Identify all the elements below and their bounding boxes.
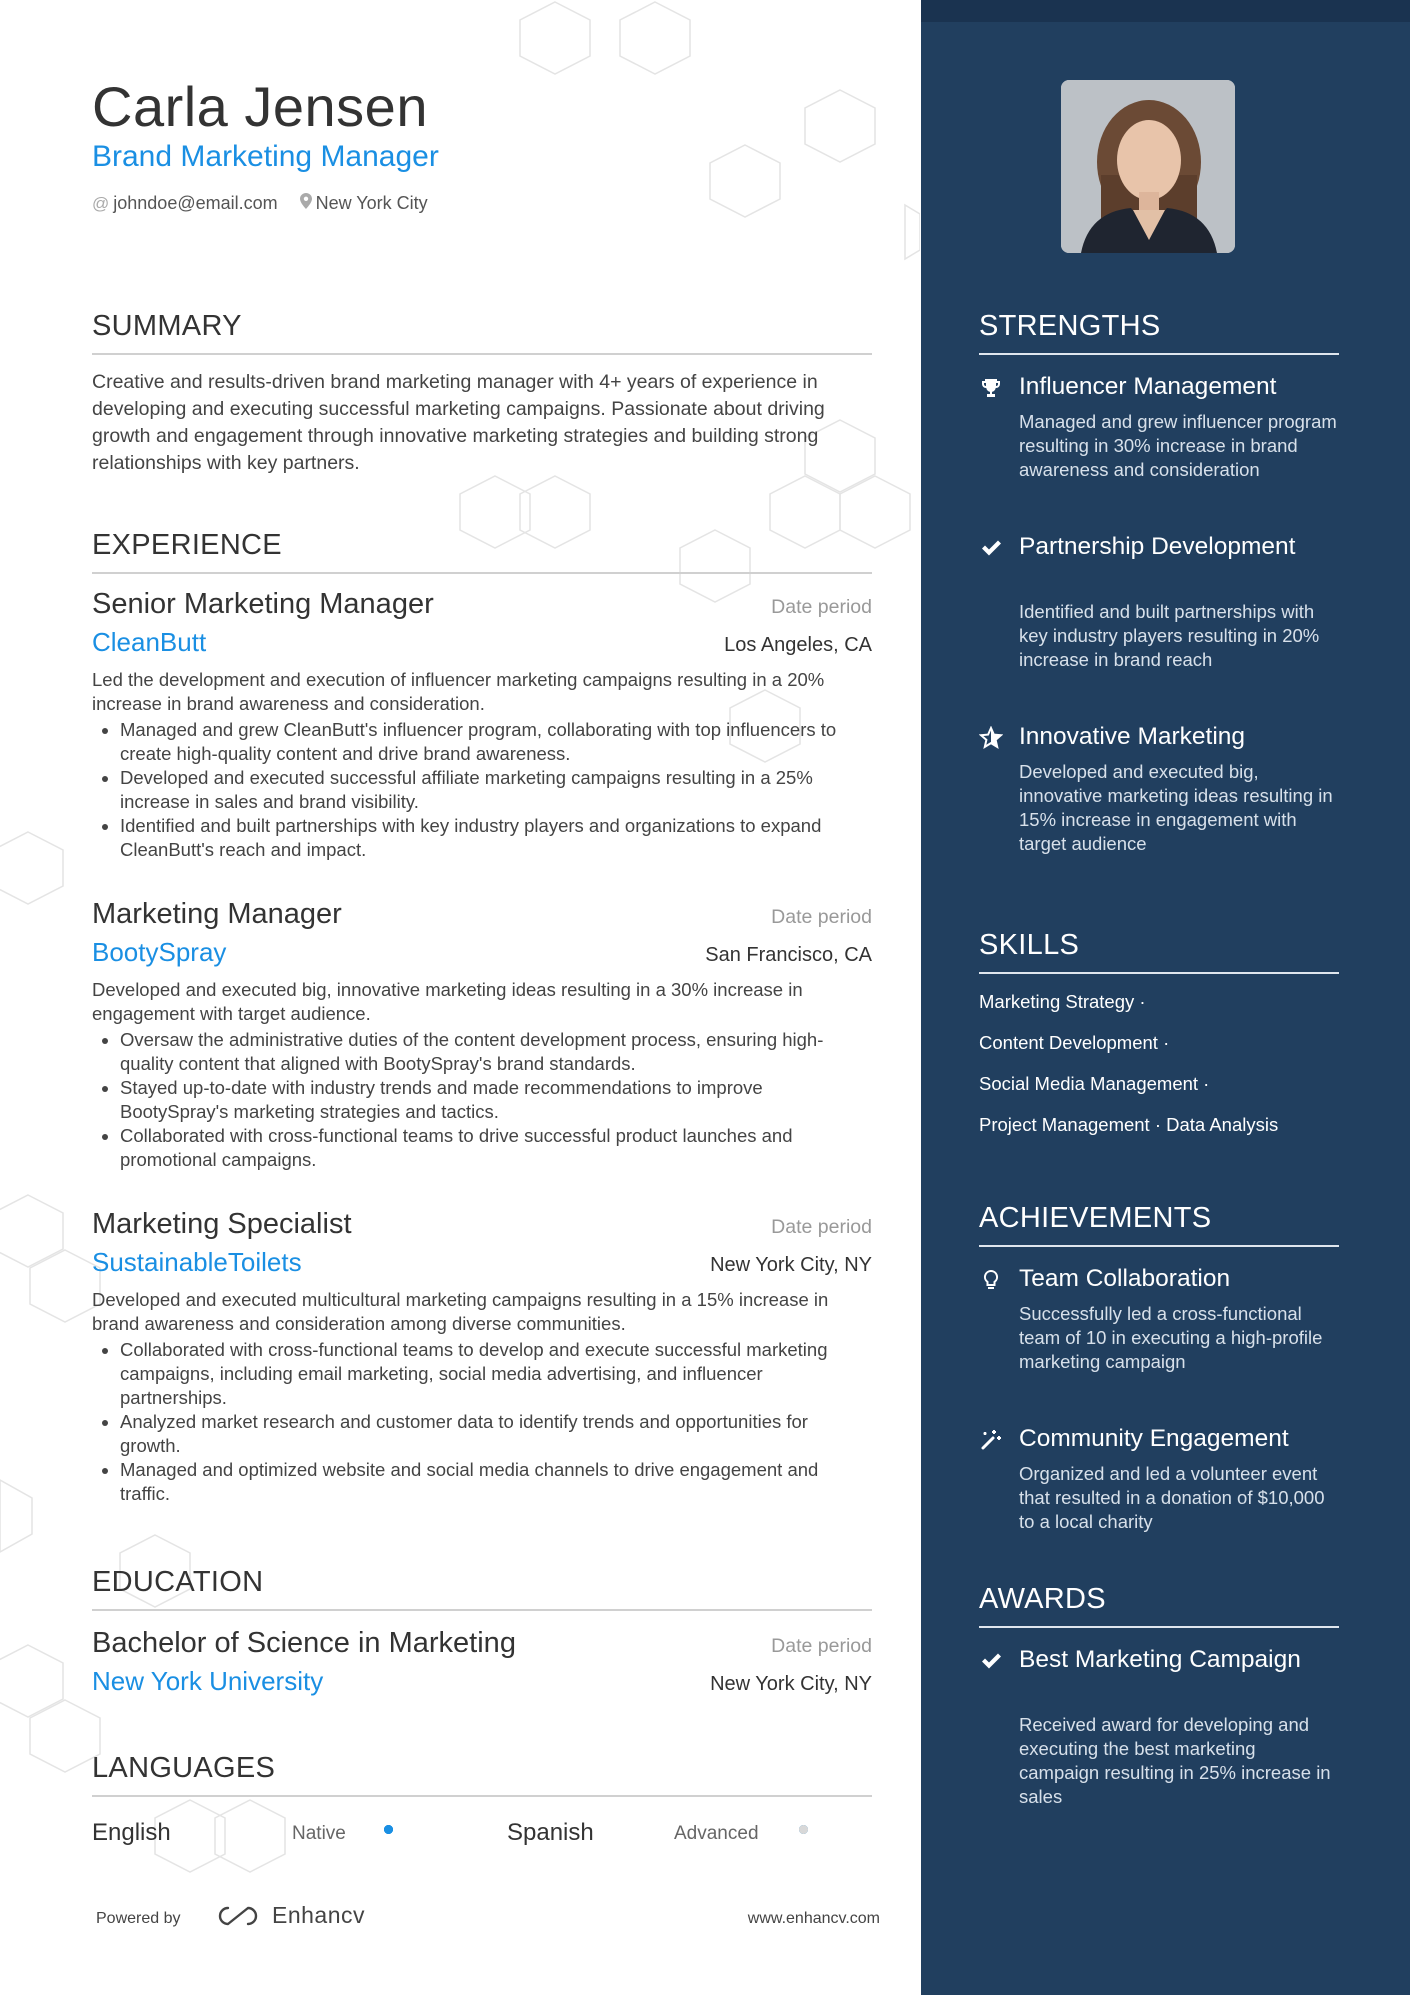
school-name[interactable]: New York University [92, 1666, 324, 1696]
candidate-name: Carla Jensen [92, 75, 428, 138]
location-text: New York City [315, 193, 428, 213]
summary-text: Creative and results-driven brand marketing manager with 4+ years of experience in developing and executing successful marketing campaigns. Passionate about driving growth and engagement through innovative marketing strategies and building strong relationships with key partners. [92, 371, 825, 474]
lightbulb-icon [979, 1268, 1003, 1292]
award-title: Best Marketing Campaign [1019, 1646, 1301, 1673]
job-date: Date period [771, 596, 872, 618]
footer [96, 1902, 880, 1938]
job-bullet: • Managed and optimized website and social media channels to drive engagement and traffic. [120, 1458, 872, 1506]
location-contact [300, 193, 428, 214]
enhancv-brand-text: Enhancv [272, 1902, 366, 1928]
achievement-title: Team Collaboration [1019, 1265, 1231, 1292]
strength-description: Developed and executed big, innovative marketing ideas resulting in 15% increase in engagement with target audience [1019, 761, 1333, 854]
strength-title: Innovative Marketing [1019, 723, 1246, 750]
job-company[interactable]: SustainableToilets [92, 1247, 302, 1277]
summary-section [92, 310, 872, 477]
profile-photo [1061, 80, 1235, 253]
strength-description: Managed and grew influencer program resulting in 30% increase in brand awareness and consideration [1019, 411, 1337, 480]
strengths-section [979, 310, 1339, 854]
job-entry [92, 588, 872, 862]
strength-title: Partnership Development [1019, 533, 1296, 560]
skills-heading: SKILLS [979, 929, 1339, 974]
degree-title: Bachelor of Science in Marketing [92, 1627, 516, 1659]
language-level: Advanced [674, 1823, 759, 1844]
job-bullets [92, 1028, 872, 1172]
languages-heading: LANGUAGES [92, 1752, 872, 1797]
achievements-heading: ACHIEVEMENTS [979, 1202, 1339, 1247]
education-date: Date period [771, 1635, 872, 1657]
footer-url[interactable]: www.enhancv.com [747, 1910, 880, 1927]
language-name: English [92, 1819, 171, 1846]
award-description: Received award for developing and executing the best marketing campaign resulting in 25% increase in sales [1019, 1714, 1331, 1807]
job-bullet: • Managed and grew CleanButt's influencer program, collaborating with top influencers to create high-quality content and drive brand awareness. [120, 718, 872, 766]
job-title: Marketing Manager [92, 898, 342, 930]
job-date: Date period [771, 906, 872, 928]
job-location: San Francisco, CA [705, 944, 872, 966]
job-bullet: • Collaborated with cross-functional teams to develop and execute successful marketing campaigns, including email marketing, social media advertising, and influencer partnerships. [120, 1338, 872, 1410]
contact-info [92, 193, 428, 214]
achievement-description: Successfully led a cross-functional team of 10 in executing a high-profile marketing campaign [1019, 1303, 1323, 1372]
education-entry [92, 1627, 872, 1697]
proficiency-dot [384, 1825, 393, 1834]
job-company[interactable]: CleanButt [92, 627, 207, 657]
email-text: johndoe@email.com [113, 193, 278, 213]
strength-description: Identified and built partnerships with key industry players resulting in 20% increase in brand reach [1019, 601, 1320, 670]
job-bullet: • Oversaw the administrative duties of the content development process, ensuring high-quality content that aligned with BootySpray's brand standards. [120, 1028, 872, 1076]
strength-title: Influencer Management [1019, 373, 1277, 400]
check-icon [979, 536, 1003, 560]
achievements-section [979, 1202, 1339, 1532]
job-title: Marketing Specialist [92, 1208, 352, 1240]
skills-list [979, 991, 1339, 1155]
job-bullet: • Identified and built partnerships with key industry players and organizations to expand CleanButt's reach and impact. [120, 814, 872, 862]
awards-section [979, 1583, 1339, 1807]
skill-line: Marketing Strategy · [979, 991, 1146, 1012]
sidebar [921, 0, 1410, 1995]
candidate-title: Brand Marketing Manager [92, 140, 439, 173]
strengths-heading: STRENGTHS [979, 310, 1339, 355]
job-entry [92, 1208, 872, 1506]
magic-wand-icon [979, 1428, 1003, 1452]
check-icon [979, 1649, 1003, 1673]
powered-by-text: Powered by [96, 1910, 181, 1927]
star-icon [979, 726, 1003, 750]
job-bullet: • Collaborated with cross-functional teams to drive successful product launches and promotional campaigns. [120, 1124, 872, 1172]
education-section [92, 1566, 872, 1611]
job-bullet: • Stayed up-to-date with industry trends and made recommendations to improve BootySpray's marketing strategies and tactics. [120, 1076, 872, 1124]
school-location: New York City, NY [710, 1673, 872, 1695]
job-location: New York City, NY [710, 1254, 872, 1276]
enhancv-logo-icon [214, 1904, 262, 1928]
achievement-title: Community Engagement [1019, 1425, 1289, 1452]
summary-heading: SUMMARY [92, 310, 872, 355]
job-date: Date period [771, 1216, 872, 1238]
skill-line: Content Development · [979, 1032, 1170, 1053]
job-title: Senior Marketing Manager [92, 588, 434, 620]
awards-heading: AWARDS [979, 1583, 1339, 1628]
sidebar-top-bar [921, 0, 1410, 22]
job-bullet: • Developed and executed successful affiliate marketing campaigns resulting in a 25% increase in sales and brand visibility. [120, 766, 872, 814]
job-bullets [92, 718, 872, 862]
enhancv-logo[interactable] [214, 1902, 365, 1929]
proficiency-dot [799, 1825, 808, 1834]
email-contact[interactable] [92, 193, 278, 214]
job-location: Los Angeles, CA [724, 634, 872, 656]
skill-line: Project Management · Data Analysis [979, 1114, 1279, 1135]
education-heading: EDUCATION [92, 1566, 872, 1611]
job-company[interactable]: BootySpray [92, 937, 227, 967]
skills-section [979, 929, 1339, 1135]
trophy-icon [979, 376, 1003, 400]
job-description: Led the development and execution of influencer marketing campaigns resulting in a 20% increase in brand awareness and consideration. [92, 669, 825, 714]
experience-section [92, 529, 872, 574]
job-description: Developed and executed big, innovative marketing ideas resulting in a 30% increase in engagement with target audience. [92, 979, 803, 1024]
job-bullet: • Analyzed market research and customer data to identify trends and opportunities for growth. [120, 1410, 872, 1458]
languages-section [92, 1752, 872, 1797]
achievement-description: Organized and led a volunteer event that resulted in a donation of $10,000 to a local charity [1019, 1463, 1325, 1532]
job-entry [92, 898, 872, 1172]
skill-line: Social Media Management · [979, 1073, 1210, 1094]
job-bullets [92, 1338, 872, 1506]
job-description: Developed and executed multicultural marketing campaigns resulting in a 15% increase in brand awareness and consideration among diverse communities. [92, 1289, 829, 1334]
language-level: Native [292, 1823, 346, 1844]
languages-row [92, 1813, 872, 1853]
experience-heading: EXPERIENCE [92, 529, 872, 574]
location-pin-icon [300, 193, 312, 214]
at-sign-icon: @ [92, 193, 110, 213]
language-name: Spanish [507, 1819, 594, 1846]
